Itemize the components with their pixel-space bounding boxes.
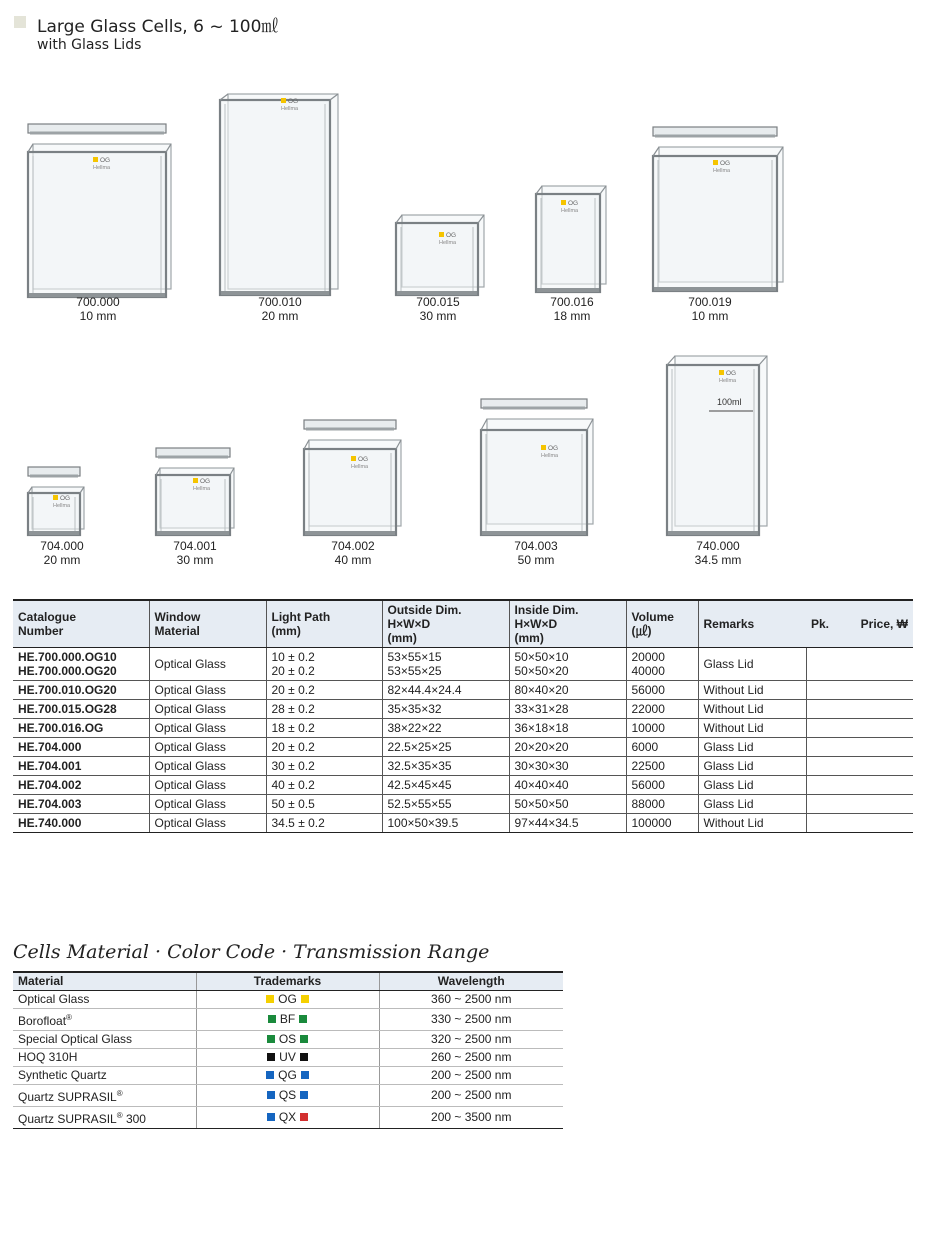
cell-logo-text: OG <box>358 456 369 463</box>
color-code-square-icon <box>267 1035 275 1043</box>
wavelength: 200 ~ 3500 nm <box>379 1107 563 1129</box>
color-code-square-icon <box>268 1015 276 1023</box>
trademark <box>196 1049 379 1067</box>
cell-edge <box>653 147 659 156</box>
inside-dim: 33×31×28 <box>509 700 626 719</box>
glass-cell-700-010-icon <box>218 78 342 297</box>
light-path: 18 ± 0.2 <box>266 719 382 738</box>
trademark <box>196 991 379 1009</box>
cell-caption <box>496 539 576 567</box>
cell-code: 700.019 <box>688 295 732 309</box>
cell-edge <box>304 440 309 449</box>
og-logo-square-icon <box>53 495 58 500</box>
catalogue-number: HE.704.001 <box>13 757 149 776</box>
glass-cell-700-000-icon <box>26 115 174 299</box>
volume: 88000 <box>626 795 698 814</box>
cell-logo-brand: Hellma <box>439 240 457 246</box>
material-row <box>13 1085 563 1107</box>
cell-caption <box>155 539 235 567</box>
window-material: Optical Glass <box>149 681 266 700</box>
window-material: Optical Glass <box>149 757 266 776</box>
outside-dim: 35×35×32 <box>382 700 509 719</box>
cell-size: 10 mm <box>79 309 117 323</box>
col-material: Material <box>13 972 196 991</box>
light-path: 20 ± 0.2 <box>266 738 382 757</box>
volume-mark-label: 100ml <box>717 397 742 407</box>
cell-logo-text: OG <box>726 370 737 377</box>
volume: 56000 <box>626 681 698 700</box>
cell-code: 700.015 <box>416 295 460 309</box>
inside-dim: 50×50×50 <box>509 795 626 814</box>
material-row <box>13 1107 563 1129</box>
col-wavelength: Wavelength <box>379 972 563 991</box>
cell-size: 20 mm <box>261 309 299 323</box>
trademark-code: UV <box>279 1050 296 1064</box>
pk-cell <box>806 776 848 795</box>
color-code-square-icon <box>266 995 274 1003</box>
remarks: Glass Lid <box>698 795 806 814</box>
cell-logo-text: OG <box>720 160 731 167</box>
og-logo-square-icon <box>93 157 98 162</box>
trademark-code: QS <box>278 1088 297 1102</box>
cell-front-face <box>304 449 396 535</box>
catalogue-number: HE.700.000.OG10 HE.700.000.OG20 <box>13 648 149 681</box>
material-row <box>13 1031 563 1049</box>
col-inside-dim: Inside Dim. H×W×D (mm) <box>509 600 626 648</box>
volume: 56000 <box>626 776 698 795</box>
inside-dim: 30×30×30 <box>509 757 626 776</box>
price-cell <box>848 738 913 757</box>
cell-edge <box>667 356 675 365</box>
cell-logo-brand: Hellma <box>719 378 737 384</box>
cell-caption <box>678 539 758 567</box>
cell-caption <box>58 295 138 323</box>
trademark-code: QG <box>278 1068 297 1082</box>
cell-caption <box>240 295 320 323</box>
col-outside-dim: Outside Dim. H×W×D (mm) <box>382 600 509 648</box>
og-logo-square-icon <box>713 160 718 165</box>
col-catalogue: Catalogue Number <box>13 600 149 648</box>
glass-cell-704-000-icon <box>26 461 88 537</box>
col-trademarks: Trademarks <box>196 972 379 991</box>
glass-cell-704-002-icon <box>302 405 404 537</box>
volume: 22000 <box>626 700 698 719</box>
outside-dim: 22.5×25×25 <box>382 738 509 757</box>
trademark-code: OS <box>278 1032 297 1046</box>
cell-front-face <box>481 430 587 535</box>
cell-edge <box>28 144 33 152</box>
window-material: Optical Glass <box>149 814 266 833</box>
og-logo-square-icon <box>281 98 286 103</box>
material-name: Quartz SUPRASIL® 300 <box>13 1107 196 1129</box>
materials-title: Cells Material · Color Code · Transmission Range <box>13 941 490 963</box>
window-material: Optical Glass <box>149 700 266 719</box>
trademark <box>196 1085 379 1107</box>
col-pk: Pk. <box>806 600 848 648</box>
cell-caption <box>398 295 478 323</box>
volume: 20000 40000 <box>626 648 698 681</box>
light-path: 20 ± 0.2 <box>266 681 382 700</box>
pk-cell <box>806 648 848 681</box>
trademark-code: QX <box>278 1110 297 1124</box>
outside-dim: 42.5×45×45 <box>382 776 509 795</box>
cell-code: 704.000 <box>40 539 84 553</box>
pk-cell <box>806 814 848 833</box>
cell-size: 20 mm <box>43 553 81 567</box>
inside-dim: 97×44×34.5 <box>509 814 626 833</box>
cell-edge <box>536 186 542 194</box>
remarks: Glass Lid <box>698 648 806 681</box>
outside-dim: 82×44.4×24.4 <box>382 681 509 700</box>
glass-cell-740-000-icon <box>665 346 771 537</box>
catalogue-table <box>13 599 913 833</box>
cell-front-face <box>653 156 777 291</box>
price-cell <box>848 648 913 681</box>
trademark <box>196 1031 379 1049</box>
color-code-square-icon <box>300 1113 308 1121</box>
color-code-square-icon <box>266 1071 274 1079</box>
cell-front-face <box>396 223 478 295</box>
cell-front-face <box>156 475 230 535</box>
trademark <box>196 1009 379 1031</box>
window-material: Optical Glass <box>149 738 266 757</box>
cell-logo-brand: Hellma <box>713 168 731 174</box>
inside-dim: 80×40×20 <box>509 681 626 700</box>
table-row <box>13 795 913 814</box>
price-cell <box>848 814 913 833</box>
color-code-square-icon <box>300 1053 308 1061</box>
pk-cell <box>806 738 848 757</box>
price-cell <box>848 700 913 719</box>
color-code-square-icon <box>267 1091 275 1099</box>
material-name: Special Optical Glass <box>13 1031 196 1049</box>
og-logo-square-icon <box>541 445 546 450</box>
outside-dim: 32.5×35×35 <box>382 757 509 776</box>
cell-front-face <box>667 365 759 535</box>
inside-dim: 36×18×18 <box>509 719 626 738</box>
pk-cell <box>806 795 848 814</box>
price-cell <box>848 795 913 814</box>
table-row <box>13 719 913 738</box>
material-name: HOQ 310H <box>13 1049 196 1067</box>
og-logo-square-icon <box>561 200 566 205</box>
material-row <box>13 1009 563 1031</box>
light-path: 50 ± 0.5 <box>266 795 382 814</box>
cell-code: 704.001 <box>173 539 217 553</box>
remarks: Without Lid <box>698 814 806 833</box>
inside-dim: 20×20×20 <box>509 738 626 757</box>
cell-logo-text: OG <box>288 98 299 105</box>
trademark <box>196 1067 379 1085</box>
volume: 22500 <box>626 757 698 776</box>
cell-logo-text: OG <box>548 445 559 452</box>
pk-cell <box>806 757 848 776</box>
cell-logo-text: OG <box>100 157 111 164</box>
wavelength: 320 ~ 2500 nm <box>379 1031 563 1049</box>
catalogue-number: HE.700.015.OG28 <box>13 700 149 719</box>
col-price: Price, ₩ <box>848 600 913 648</box>
remarks: Without Lid <box>698 700 806 719</box>
glass-cell-704-003-icon <box>479 382 595 537</box>
color-code-square-icon <box>267 1113 275 1121</box>
cell-code: 700.000 <box>76 295 120 309</box>
cell-caption <box>532 295 612 323</box>
glass-cell-704-001-icon <box>154 433 238 537</box>
catalogue-number: HE.700.016.OG <box>13 719 149 738</box>
window-material: Optical Glass <box>149 776 266 795</box>
material-row <box>13 1067 563 1085</box>
cell-front-face <box>28 152 166 297</box>
cell-logo-brand: Hellma <box>281 106 299 112</box>
light-path: 40 ± 0.2 <box>266 776 382 795</box>
trademark-code: BF <box>279 1012 296 1026</box>
cell-size: 50 mm <box>517 553 555 567</box>
outside-dim: 100×50×39.5 <box>382 814 509 833</box>
volume: 100000 <box>626 814 698 833</box>
wavelength: 200 ~ 2500 nm <box>379 1067 563 1085</box>
window-material: Optical Glass <box>149 719 266 738</box>
og-logo-square-icon <box>351 456 356 461</box>
price-cell <box>848 681 913 700</box>
cell-code: 740.000 <box>696 539 740 553</box>
color-code-square-icon <box>301 995 309 1003</box>
material-name: Synthetic Quartz <box>13 1067 196 1085</box>
cell-code: 700.010 <box>258 295 302 309</box>
cell-edge <box>481 419 487 430</box>
cell-caption <box>22 539 102 567</box>
og-logo-square-icon <box>439 232 444 237</box>
material-name: Quartz SUPRASIL® <box>13 1085 196 1107</box>
wavelength: 200 ~ 2500 nm <box>379 1085 563 1107</box>
catalogue-number: HE.704.000 <box>13 738 149 757</box>
cell-edge <box>396 215 402 223</box>
cell-logo-brand: Hellma <box>351 464 369 470</box>
wavelength: 360 ~ 2500 nm <box>379 991 563 1009</box>
outside-dim: 38×22×22 <box>382 719 509 738</box>
og-logo-square-icon <box>719 370 724 375</box>
inside-dim: 50×50×10 50×50×20 <box>509 648 626 681</box>
material-name: Borofloat® <box>13 1009 196 1031</box>
remarks: Glass Lid <box>698 757 806 776</box>
cell-size: 34.5 mm <box>694 553 742 567</box>
cell-logo-brand: Hellma <box>93 165 111 171</box>
remarks: Glass Lid <box>698 776 806 795</box>
remarks: Glass Lid <box>698 738 806 757</box>
price-cell <box>848 719 913 738</box>
pk-cell <box>806 719 848 738</box>
header-title: Large Glass Cells, 6 ~ 100㎖ <box>37 17 279 37</box>
trademark-code: OG <box>278 992 297 1006</box>
cell-logo-brand: Hellma <box>541 453 559 459</box>
materials-header-row <box>13 972 563 991</box>
cell-code: 700.016 <box>550 295 594 309</box>
catalogue-number: HE.700.010.OG20 <box>13 681 149 700</box>
color-code-square-icon <box>300 1035 308 1043</box>
catalogue-number: HE.704.002 <box>13 776 149 795</box>
catalogue-number: HE.740.000 <box>13 814 149 833</box>
cell-size: 18 mm <box>553 309 591 323</box>
light-path: 10 ± 0.2 20 ± 0.2 <box>266 648 382 681</box>
table-row <box>13 648 913 681</box>
cell-size: 40 mm <box>334 553 372 567</box>
table-row <box>13 700 913 719</box>
table-row <box>13 681 913 700</box>
table-row <box>13 738 913 757</box>
col-volume: Volume (㎕) <box>626 600 698 648</box>
table-row <box>13 814 913 833</box>
cell-code: 704.002 <box>331 539 375 553</box>
light-path: 28 ± 0.2 <box>266 700 382 719</box>
material-row <box>13 1049 563 1067</box>
cell-front-face <box>220 100 330 295</box>
pk-cell <box>806 681 848 700</box>
light-path: 34.5 ± 0.2 <box>266 814 382 833</box>
color-code-square-icon <box>301 1071 309 1079</box>
table-header-row <box>13 600 913 648</box>
cell-size: 30 mm <box>176 553 214 567</box>
pk-cell <box>806 700 848 719</box>
cell-logo-text: OG <box>200 478 211 485</box>
inside-dim: 40×40×40 <box>509 776 626 795</box>
cell-size: 30 mm <box>419 309 457 323</box>
color-code-square-icon <box>299 1015 307 1023</box>
volume: 10000 <box>626 719 698 738</box>
outside-dim: 53×55×15 53×55×25 <box>382 648 509 681</box>
outside-dim: 52.5×55×55 <box>382 795 509 814</box>
wavelength: 330 ~ 2500 nm <box>379 1009 563 1031</box>
remarks: Without Lid <box>698 681 806 700</box>
light-path: 30 ± 0.2 <box>266 757 382 776</box>
color-code-square-icon <box>300 1091 308 1099</box>
material-row <box>13 991 563 1009</box>
glass-cell-700-015-icon <box>394 203 488 297</box>
glass-cell-700-016-icon <box>534 176 610 294</box>
cell-logo-text: OG <box>446 232 457 239</box>
wavelength: 260 ~ 2500 nm <box>379 1049 563 1067</box>
header-bullet <box>14 16 26 28</box>
price-cell <box>848 757 913 776</box>
trademark <box>196 1107 379 1129</box>
col-remarks: Remarks <box>698 600 806 648</box>
window-material: Optical Glass <box>149 648 266 681</box>
volume: 6000 <box>626 738 698 757</box>
color-code-square-icon <box>267 1053 275 1061</box>
window-material: Optical Glass <box>149 795 266 814</box>
price-cell <box>848 776 913 795</box>
material-name: Optical Glass <box>13 991 196 1009</box>
catalogue-number: HE.704.003 <box>13 795 149 814</box>
col-window: Window Material <box>149 600 266 648</box>
cell-logo-text: OG <box>60 495 71 502</box>
materials-table <box>13 971 563 1129</box>
cell-code: 704.003 <box>514 539 558 553</box>
cell-logo-brand: Hellma <box>193 486 211 492</box>
remarks: Without Lid <box>698 719 806 738</box>
cell-logo-text: OG <box>568 200 579 207</box>
header-subtitle: with Glass Lids <box>37 37 142 53</box>
col-light-path: Light Path (mm) <box>266 600 382 648</box>
table-row <box>13 776 913 795</box>
cell-logo-brand: Hellma <box>561 208 579 214</box>
cell-size: 10 mm <box>691 309 729 323</box>
table-row <box>13 757 913 776</box>
cell-caption <box>313 539 393 567</box>
cell-caption <box>670 295 750 323</box>
glass-cell-700-019-icon <box>651 123 787 293</box>
cell-logo-brand: Hellma <box>53 503 71 509</box>
og-logo-square-icon <box>193 478 198 483</box>
